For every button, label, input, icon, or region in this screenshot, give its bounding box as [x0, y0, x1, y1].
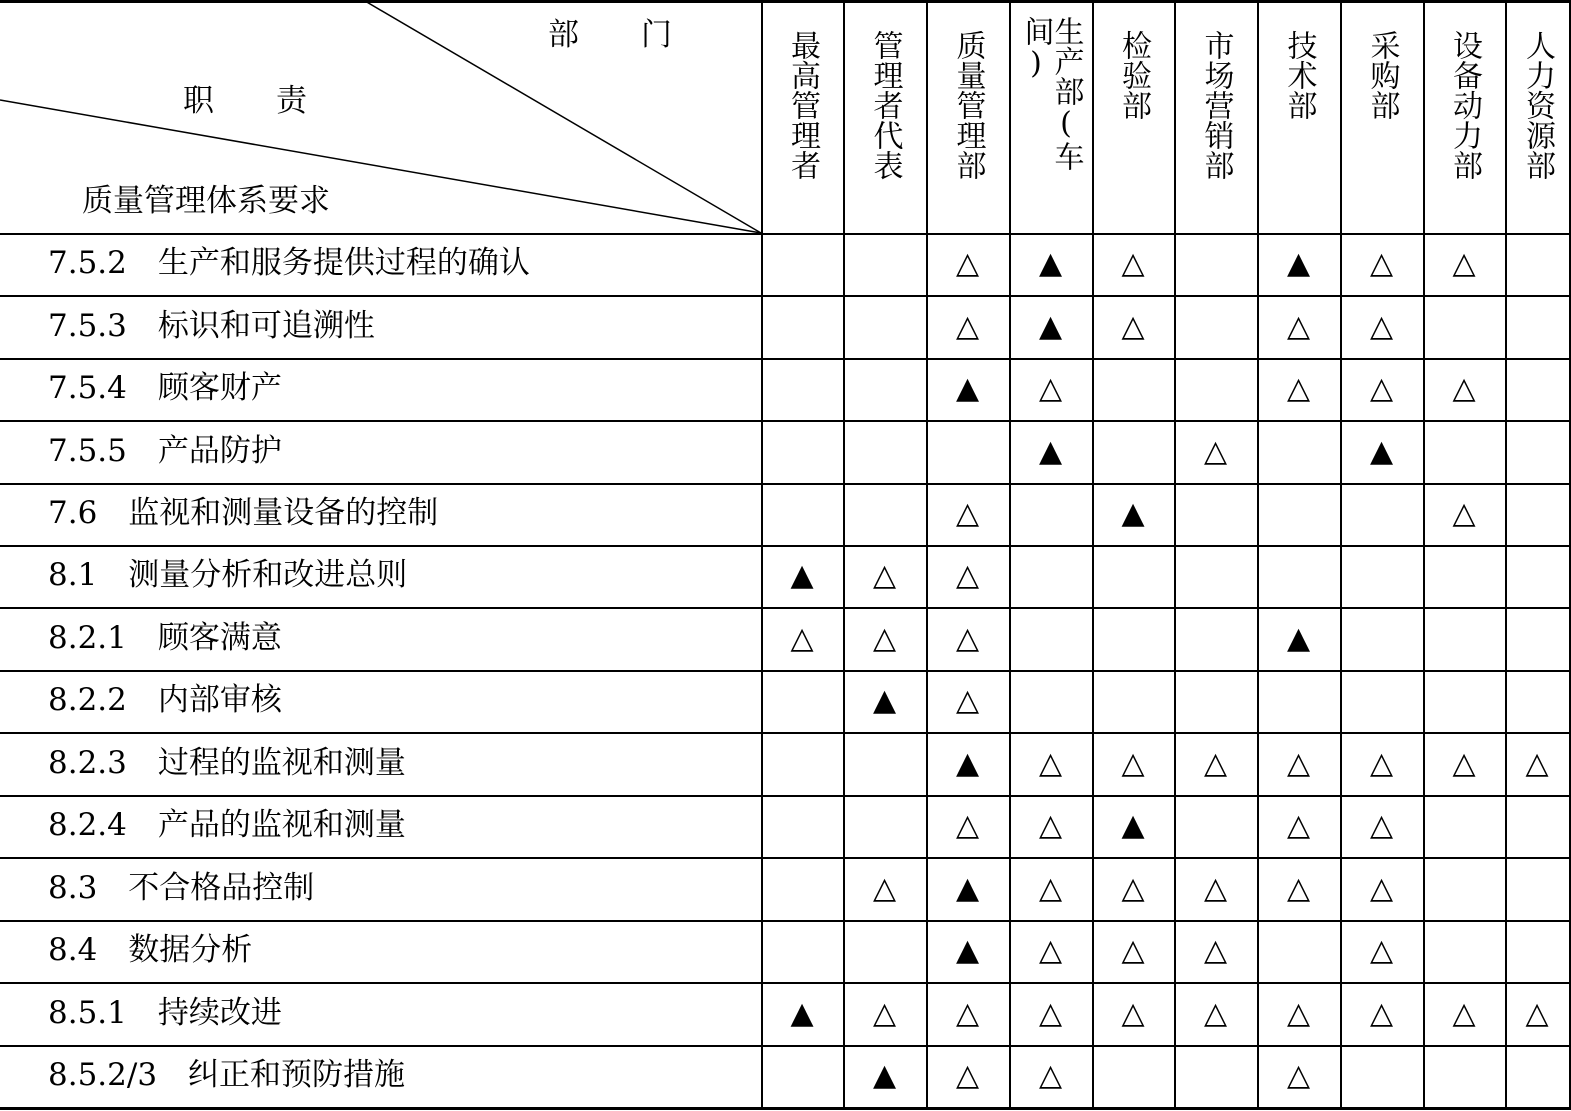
requirement-label: 7.5.2 生产和服务提供过程的确认 [48, 245, 530, 281]
primary-responsibility-mark: ▲ [955, 933, 980, 968]
department-header-cell [761, 0, 843, 233]
related-responsibility-mark: △ [1286, 870, 1311, 906]
row-divider [0, 545, 1571, 547]
primary-responsibility-mark: ▲ [1038, 308, 1063, 344]
department-name: 质量管理部 [950, 30, 986, 180]
row-divider [0, 857, 1571, 859]
related-responsibility-mark: △ [1525, 745, 1549, 781]
department-header-cell [926, 0, 1009, 233]
related-responsibility-mark: △ [872, 995, 897, 1031]
requirement-label: 8.2.1 顾客满意 [48, 619, 282, 656]
related-responsibility-mark: △ [1286, 1058, 1311, 1093]
column-divider [1569, 0, 1571, 1109]
department-name: 采购部 [1364, 30, 1400, 120]
department-header-cell [1257, 0, 1340, 233]
related-responsibility-mark: △ [1286, 371, 1311, 406]
department-name: 设备动力部 [1447, 30, 1482, 180]
related-responsibility-mark: △ [1369, 308, 1394, 344]
related-responsibility-mark: △ [1286, 808, 1311, 843]
related-responsibility-mark: △ [1286, 745, 1311, 781]
department-name: 市场营销部 [1198, 30, 1234, 180]
related-responsibility-mark: △ [1038, 870, 1063, 906]
related-responsibility-mark: △ [955, 308, 980, 344]
primary-responsibility-mark: ▲ [1369, 433, 1394, 469]
row-divider [0, 295, 1571, 297]
related-responsibility-mark: △ [1038, 371, 1063, 406]
related-responsibility-mark: △ [955, 496, 980, 531]
department-header-cell [1505, 0, 1569, 233]
department-name: 最高管理者 [785, 30, 820, 180]
related-responsibility-mark: △ [1286, 308, 1311, 344]
related-responsibility-mark: △ [1121, 745, 1145, 781]
row-divider [0, 670, 1571, 672]
department-header-cell [1423, 0, 1505, 233]
row-divider [0, 920, 1571, 922]
primary-responsibility-mark: ▲ [790, 558, 814, 593]
row-divider [0, 982, 1571, 984]
related-responsibility-mark: △ [955, 558, 980, 593]
related-responsibility-mark: △ [1203, 870, 1228, 906]
related-responsibility-mark: △ [1038, 933, 1063, 968]
primary-responsibility-mark: ▲ [1038, 433, 1063, 469]
related-responsibility-mark: △ [1121, 933, 1145, 968]
department-header-cell [1174, 0, 1257, 233]
primary-responsibility-mark: ▲ [872, 1058, 897, 1093]
requirement-label: 7.5.3 标识和可追溯性 [48, 307, 375, 344]
related-responsibility-mark: △ [1369, 808, 1394, 843]
requirement-label: 8.2.4 产品的监视和测量 [48, 807, 406, 843]
related-responsibility-mark: △ [1286, 995, 1311, 1031]
primary-responsibility-mark: ▲ [1121, 496, 1145, 531]
related-responsibility-mark: △ [1121, 995, 1145, 1031]
requirement-label: 7.5.4 顾客财产 [48, 370, 282, 406]
primary-responsibility-mark: ▲ [872, 683, 897, 718]
related-responsibility-mark: △ [1038, 995, 1063, 1031]
related-responsibility-mark: △ [1525, 995, 1549, 1031]
header-department-label: 部 门 [548, 17, 672, 53]
related-responsibility-mark: △ [1452, 995, 1476, 1031]
requirement-label: 8.5.2/3 纠正和预防措施 [48, 1057, 406, 1093]
department-header-cell [843, 0, 926, 233]
primary-responsibility-mark: ▲ [1038, 246, 1063, 281]
department-header-cell [1009, 0, 1092, 233]
department-header-cell [1092, 0, 1174, 233]
primary-responsibility-mark: ▲ [1286, 246, 1311, 281]
related-responsibility-mark: △ [872, 870, 897, 906]
related-responsibility-mark: △ [1038, 808, 1063, 843]
related-responsibility-mark: △ [1203, 995, 1228, 1031]
primary-responsibility-mark: ▲ [955, 870, 980, 906]
department-name: 管理者代表 [867, 30, 903, 180]
requirement-label: 8.3 不合格品控制 [48, 869, 315, 906]
related-responsibility-mark: △ [1121, 308, 1145, 344]
primary-responsibility-mark: ▲ [1286, 620, 1311, 656]
primary-responsibility-mark: ▲ [955, 745, 980, 781]
row-divider [0, 607, 1571, 609]
header-responsibility-label: 职 责 [183, 83, 307, 119]
related-responsibility-mark: △ [1369, 995, 1394, 1031]
row-divider [0, 732, 1571, 734]
related-responsibility-mark: △ [955, 246, 980, 281]
row-divider [0, 795, 1571, 797]
related-responsibility-mark: △ [955, 808, 980, 843]
requirement-label: 8.2.3 过程的监视和测量 [48, 744, 406, 781]
requirement-label: 8.4 数据分析 [48, 932, 253, 968]
related-responsibility-mark: △ [1369, 371, 1394, 406]
related-responsibility-mark: △ [955, 683, 980, 718]
row-divider [0, 420, 1571, 422]
related-responsibility-mark: △ [872, 620, 897, 656]
primary-responsibility-mark: ▲ [790, 995, 814, 1031]
requirement-label: 8.5.1 持续改进 [48, 994, 282, 1031]
related-responsibility-mark: △ [1121, 870, 1145, 906]
primary-responsibility-mark: ▲ [955, 371, 980, 406]
related-responsibility-mark: △ [955, 620, 980, 656]
department-header-cell [1340, 0, 1423, 233]
related-responsibility-mark: △ [1369, 870, 1394, 906]
department-name: 人力资源部 [1520, 30, 1555, 180]
related-responsibility-mark: △ [790, 620, 814, 656]
row-divider [0, 1107, 1571, 1110]
related-responsibility-mark: △ [955, 995, 980, 1031]
requirement-label: 7.5.5 产品防护 [48, 432, 282, 469]
requirement-label: 8.1 测量分析和改进总则 [48, 557, 408, 593]
related-responsibility-mark: △ [1369, 745, 1394, 781]
related-responsibility-mark: △ [1203, 933, 1228, 968]
department-name: 技术部 [1281, 30, 1317, 120]
related-responsibility-mark: △ [955, 1058, 980, 1093]
requirement-label: 8.2.2 内部审核 [48, 682, 282, 718]
header-requirement-label: 质量管理体系要求 [82, 183, 330, 219]
related-responsibility-mark: △ [1369, 246, 1394, 281]
related-responsibility-mark: △ [1452, 745, 1476, 781]
related-responsibility-mark: △ [872, 558, 897, 593]
related-responsibility-mark: △ [1203, 745, 1228, 781]
department-name: 生产部(车间) [1018, 16, 1084, 171]
related-responsibility-mark: △ [1038, 745, 1063, 781]
row-divider [0, 483, 1571, 485]
row-divider [0, 1045, 1571, 1047]
related-responsibility-mark: △ [1121, 246, 1145, 281]
related-responsibility-mark: △ [1203, 433, 1228, 469]
row-divider [0, 233, 1571, 235]
related-responsibility-mark: △ [1369, 933, 1394, 968]
primary-responsibility-mark: ▲ [1121, 808, 1145, 843]
related-responsibility-mark: △ [1038, 1058, 1063, 1093]
department-name: 检验部 [1116, 30, 1151, 120]
related-responsibility-mark: △ [1452, 371, 1476, 406]
requirement-label: 7.6 监视和测量设备的控制 [48, 495, 439, 531]
related-responsibility-mark: △ [1452, 496, 1476, 531]
row-divider [0, 358, 1571, 360]
related-responsibility-mark: △ [1452, 246, 1476, 281]
